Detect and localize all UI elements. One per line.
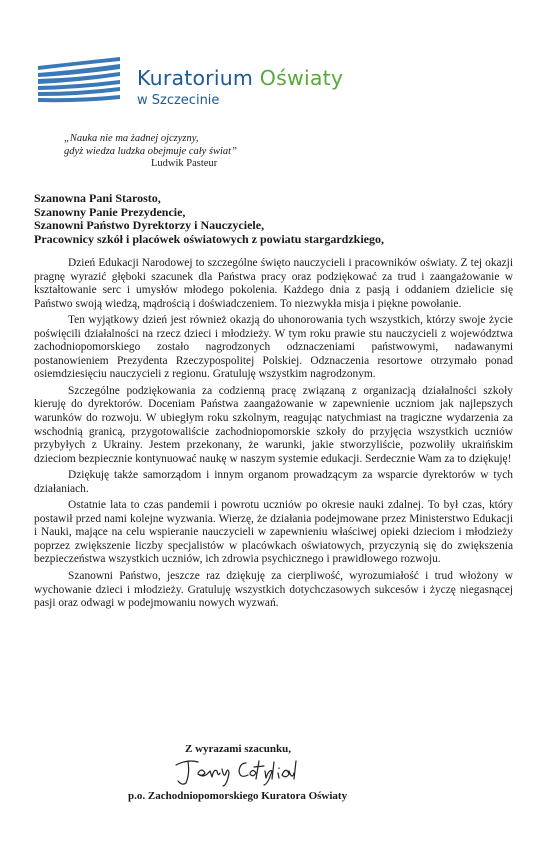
salutation-block (34, 192, 384, 246)
kuratorium-logo-icon (38, 57, 120, 105)
organization-name (137, 66, 343, 90)
letter-paragraph: Dziękuję także samorządom i innym organom prowadzącym za wsparcie dyrektorów w tych działaniach. (34, 469, 513, 495)
organization-name-part2: Oświaty (259, 66, 344, 90)
letter-paragraph: Szczególne podziękowania za codzienną pracę związaną z organizacją działalności szkoły kieruję do dyrektorów. Doceniam Państwa zaangażowanie w zapewnienie uczniom jak najlepszych warunków do rozwoju. W ubiegłym roku szkolnym, reagując natychmiast na tragiczne wydarzenia za wschodnią granicą, przygotowaliście zachodniopomorskie szkoły do przyjęcia wszystkich uczniów przybyłych z Ukrainy. Jestem przekonany, że warunki, jakie stworzyliście, pozwoliły ukraińskim dzieciom bezpiecznie kontynuować naukę w naszym systemie edukacji. Serdecznie Wam za to dziękuję! (34, 384, 513, 465)
salutation-line: Szanowny Panie Prezydencie, (34, 204, 186, 219)
signatory-title: p.o. Zachodniopomorskiego Kuratora Oświaty (128, 790, 348, 802)
letter-paragraph: Szanowni Państwo, jeszcze raz dziękuję za cierpliwość, wyrozumiałość i trud włożony w wychowanie dzieci i młodzieży. Gratuluję wszystkich dotychczasowych sukcesów i życzę niegasnącej pasji oraz odwagi w podejmowaniu nowych wyzwań. (34, 570, 513, 610)
motto-line: „Nauka nie ma żadnej ojczyzny, (64, 133, 199, 144)
motto-quote (64, 133, 237, 158)
handwritten-signature-icon (168, 753, 324, 787)
letter-body (34, 257, 513, 614)
salutation-line: Szanowni Państwo Dyrektorzy i Nauczyciele, (34, 218, 265, 232)
salutation-line: Pracownicy szkół i placówek oświatowych z powiatu stargardzkiego, (34, 231, 384, 246)
letter-paragraph: Ten wyjątkowy dzień jest również okazją do uhonorowania tych wszystkich, którzy swoje życie poświęcili działalności na rzecz dzieci i młodzieży. W tym roku prawie stu nauczycieli z województwa zachodniopomorskiego zostało nagrodzonych odznaczeniami państwowymi, nadawanymi postanowieniem Prezydenta Rzeczypospolitej Polskiej. Odznaczenia resortowe otrzymało ponad osiemdziesięciu nauczycieli z regionu. Gratuluję wszystkim nagrodzonym. (34, 314, 513, 381)
organization-name-part1: Kuratorium (137, 66, 260, 90)
letter-paragraph: Ostatnie lata to czas pandemii i powrotu uczniów po okresie nauki zdalnej. To był czas, który postawił przed nami kolejne wyzwania. Wierzę, że działania podejmowane przez Ministerstwo Edukacji i Nauki, mające na celu wspieranie nauczycieli w zapewnieniu właściwej opieki dzieciom i młodzieży poprzez zwiększenie liczby specjalistów w placówkach oświatowych, przyczynią się do zwiększenia bezpieczeństwa wszystkich uczniów, ich zdrowia psychicznego i prawidłowego rozwoju. (34, 499, 513, 566)
organization-city: w Szczecinie (137, 93, 220, 108)
closing-phrase: Z wyrazami szacunku, (185, 743, 292, 755)
salutation-line: Szanowna Pani Starosto, (34, 191, 161, 205)
motto-line: gdyż wiedza ludzka obejmuje cały świat” (64, 145, 237, 157)
motto-author: Ludwik Pasteur (151, 158, 218, 169)
letter-paragraph: Dzień Edukacji Narodowej to szczególne święto nauczycieli i pracowników oświaty. Z tej okazji pragnę wyrazić głęboki szacunek dla Państwa pracy oraz podziękować za trud i zaangażowanie w kształtowanie serc i umysłów młodego pokolenia. Każdego dnia z pasją i oddaniem dzielicie się Państwo swoją wiedzą, mądrością i doświadczeniem. To niezwykła misja i piękne powołanie. (34, 257, 513, 310)
